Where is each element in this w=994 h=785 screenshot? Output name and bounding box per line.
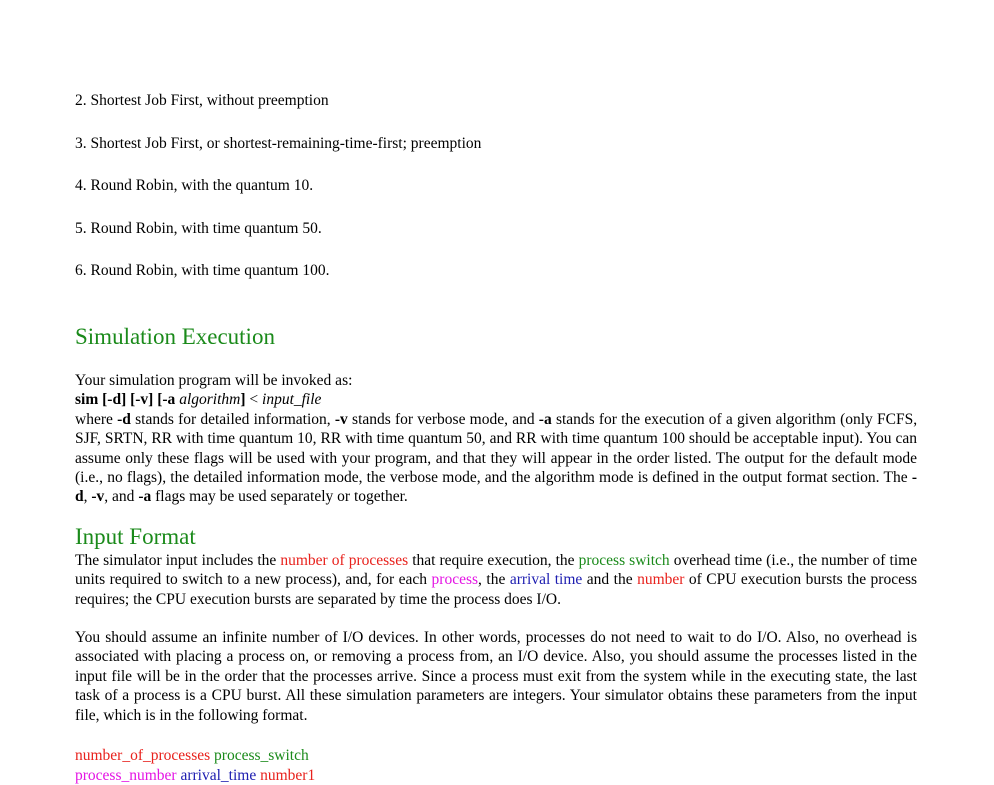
format-line-2-clipped: process_number arrival_time number1 [75, 767, 316, 784]
input-format-paragraph-1: The simulator input includes the number of processes that require execution, the process switch overhead time (i.e., the number of time units required to switch to a new process), and, for each process, the arrival time and the number of CPU execution bursts the process requires; the CPU execution bursts are separated by time the process does I/O. [75, 552, 918, 608]
format-line-1 [75, 747, 309, 765]
sim-intro: Your simulation program will be invoked as: [75, 372, 353, 389]
sim-exec-paragraph [75, 371, 917, 507]
fmt-process-switch: process_switch [214, 747, 309, 764]
sim-command: sim [-d] [-v] [-a algorithm] < input_file [75, 391, 322, 409]
list-item-srtf: 3. Shortest Job First, or shortest-remaining-time-first; preemption [75, 135, 482, 152]
term-arrival-time: arrival time [509, 571, 583, 589]
term-process-switch: process switch [578, 552, 670, 569]
list-item-rr100: 6. Round Robin, with time quantum 100. [75, 262, 330, 279]
heading-input-format: Input Format [75, 524, 196, 549]
list-item-rr50: 5. Round Robin, with time quantum 50. [75, 220, 322, 237]
fmt-number-of-processes: number_of_processes [75, 747, 211, 764]
input-format-paragraph-2: You should assume an infinite number of I/O devices. In other words, processes do not need to wait to do I/O. Also, no overhead is associated with placing a process on, or removing a process from, an I/O device. Also, you should assume the processes listed in the input file will be in the order that the processes arrive. Since a process must exit from the system while in the executing state, the last task of a process is a CPU burst. All these simulation parameters are integers. Your simulator obtains these parameters from the input file, which is in the following format. [75, 629, 917, 724]
list-item-sjf: 2. Shortest Job First, without preemption [75, 92, 329, 109]
list-item-rr10: 4. Round Robin, with the quantum 10. [75, 177, 314, 194]
term-number: number [637, 571, 685, 589]
term-number-of-processes: number of processes [280, 552, 409, 569]
sim-flags-description: where -d stands for detailed information, -v stands for verbose mode, and -a stands for the execution of a given algorithm (only FCFS, SJF, SRTN, RR with time quantum 10, RR with time quantum 50, and RR with time quantum 100 should be acceptable input). You can assume only these flags will be used with your program, and that they will appear in the order listed. The output for the default mode (i.e., no flags), the detailed information mode, the verbose mode, and the algorithm mode is defined in the output format section. The -d, -v, and -a flags may be used separately or together. [75, 410, 918, 506]
term-process: process [431, 571, 479, 589]
heading-simulation-execution: Simulation Execution [75, 324, 275, 349]
